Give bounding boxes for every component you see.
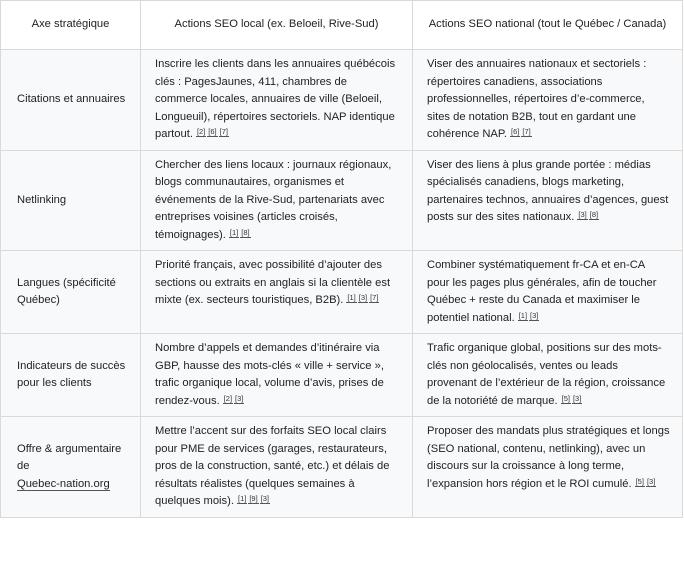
citation-group — [577, 211, 600, 223]
citation-group — [237, 495, 271, 507]
local-cell — [141, 417, 413, 518]
axis-cell — [1, 417, 141, 518]
table-row — [1, 50, 683, 151]
citation-link[interactable]: [5] — [635, 476, 644, 486]
citation-link[interactable]: [6] — [511, 127, 520, 136]
citation-link[interactable]: [7] — [219, 127, 228, 136]
axis-label: Offre & argumentaire de — [17, 442, 122, 472]
header-local: Actions SEO local (ex. Beloeil, Rive-Sud) — [141, 1, 413, 50]
citation-group — [510, 128, 533, 140]
axis-cell — [1, 334, 141, 417]
citation-link[interactable]: [3] — [235, 393, 244, 403]
national-cell — [413, 150, 683, 251]
axis-label: Citations et annuaires — [17, 93, 126, 105]
national-text: Trafic organique global, positions sur des mots-clés non géolocalisés, ventes ou leads provenant de l’extérieur de la région, croissance de la notoriété de marque. — [427, 342, 666, 407]
axis-cell — [1, 251, 141, 334]
national-text: Viser des annuaires nationaux et sectoriels : répertoires canadiens, associations professionnelles, répertoires d’e-commerce, sites de notation B2B, tout en gardant une cohérence NAP. — [427, 58, 647, 140]
citation-group — [229, 229, 252, 241]
axis-label: Langues (spécificité Québec) — [17, 276, 116, 306]
citation-link[interactable]: [1] — [518, 310, 528, 320]
citation-link[interactable]: [3] — [578, 210, 587, 219]
table-row — [1, 150, 683, 251]
local-cell — [141, 150, 413, 251]
citation-group — [518, 312, 541, 324]
local-text: Priorité français, avec possibilité d’ajouter des sections ou extraits en anglais si la clientèle est mixte (ex. secteurs touristiques, B2B). — [155, 259, 391, 306]
local-text: Inscrire les clients dans les annuaires québécois clés : PagesJaunes, 411, chambres de commerce locales, annuaires de ville (Beloeil, Longueuil), répertoires sectoriels. NAP identique partout. — [155, 58, 396, 140]
axis-label: Indicateurs de succès pour les clients — [17, 359, 126, 389]
citation-link[interactable]: [7] — [370, 293, 379, 302]
table-row — [1, 417, 683, 518]
national-cell — [413, 417, 683, 518]
citation-group — [561, 395, 584, 407]
citation-group — [635, 478, 658, 490]
citation-link[interactable]: [7] — [522, 127, 531, 136]
citation-link[interactable]: [3] — [358, 293, 368, 302]
local-text: Chercher des liens locaux : journaux régionaux, blogs communautaires, organismes et événements de la Rive-Sud, partenariats avec entreprises voisines (articles croisés, témoignages). — [155, 158, 392, 241]
citation-link[interactable]: [1] — [237, 494, 247, 503]
axis-label: Netlinking — [17, 193, 67, 206]
local-cell — [141, 334, 413, 417]
citation-link[interactable]: [8] — [589, 210, 599, 219]
citation-group — [196, 128, 230, 140]
citation-link[interactable]: [3] — [260, 494, 270, 503]
header-national: Actions SEO national (tout le Québec / Canada) — [413, 1, 683, 50]
axis-cell — [1, 50, 141, 151]
table-row — [1, 251, 683, 334]
local-cell — [141, 251, 413, 334]
citation-link[interactable]: [3] — [572, 393, 582, 403]
citation-link[interactable]: [2] — [223, 393, 233, 403]
national-cell — [413, 334, 683, 417]
citation-link[interactable]: [9] — [249, 494, 258, 503]
citation-link[interactable]: [1] — [347, 293, 356, 302]
local-text: Nombre d’appels et demandes d’itinéraire via GBP, hausse des mots-clés « ville + service », trafic organique local, volume d’avis, prises de rendez-vous. — [155, 342, 384, 407]
citation-group — [223, 395, 246, 407]
national-text: Combiner systématiquement fr-CA et en-CA pour les pages plus générales, afin de toucher Québec + reste du Canada et maximiser le potentiel national. — [427, 259, 657, 324]
citation-link[interactable]: [3] — [646, 476, 656, 486]
citation-group — [346, 294, 380, 306]
table-header-row — [1, 1, 683, 50]
national-text: Proposer des mandats plus stratégiques et longs (SEO national, contenu, netlinking), avec un discours sur la croissance à long terme, l’expansion hors région et le ROI cumulé. — [427, 425, 670, 490]
local-text: Mettre l’accent sur des forfaits SEO local clairs pour PME de services (garages, restaurateurs, pros de la construction, santé, etc.) et délais de résultats réalistes (quelques semaines à quelques mois). — [155, 425, 390, 507]
quebec-nation-link[interactable]: Quebec-nation.org — [17, 477, 110, 490]
citation-link[interactable]: [8] — [241, 227, 250, 237]
citation-link[interactable]: [1] — [229, 227, 239, 237]
local-cell — [141, 50, 413, 151]
citation-link[interactable]: [2] — [196, 127, 206, 136]
national-text: Viser des liens à plus grande portée : médias spécialisés canadiens, blogs marketing, partenaires technos, annuaires d’agences, guest posts sur des sites nationaux. — [427, 158, 669, 223]
citation-link[interactable]: [3] — [530, 310, 539, 320]
citation-link[interactable]: [6] — [208, 127, 217, 136]
header-axis: Axe stratégique — [1, 1, 141, 50]
national-cell — [413, 251, 683, 334]
table-row — [1, 334, 683, 417]
axis-cell — [1, 150, 141, 251]
national-cell — [413, 50, 683, 151]
citation-link[interactable]: [5] — [561, 393, 570, 403]
